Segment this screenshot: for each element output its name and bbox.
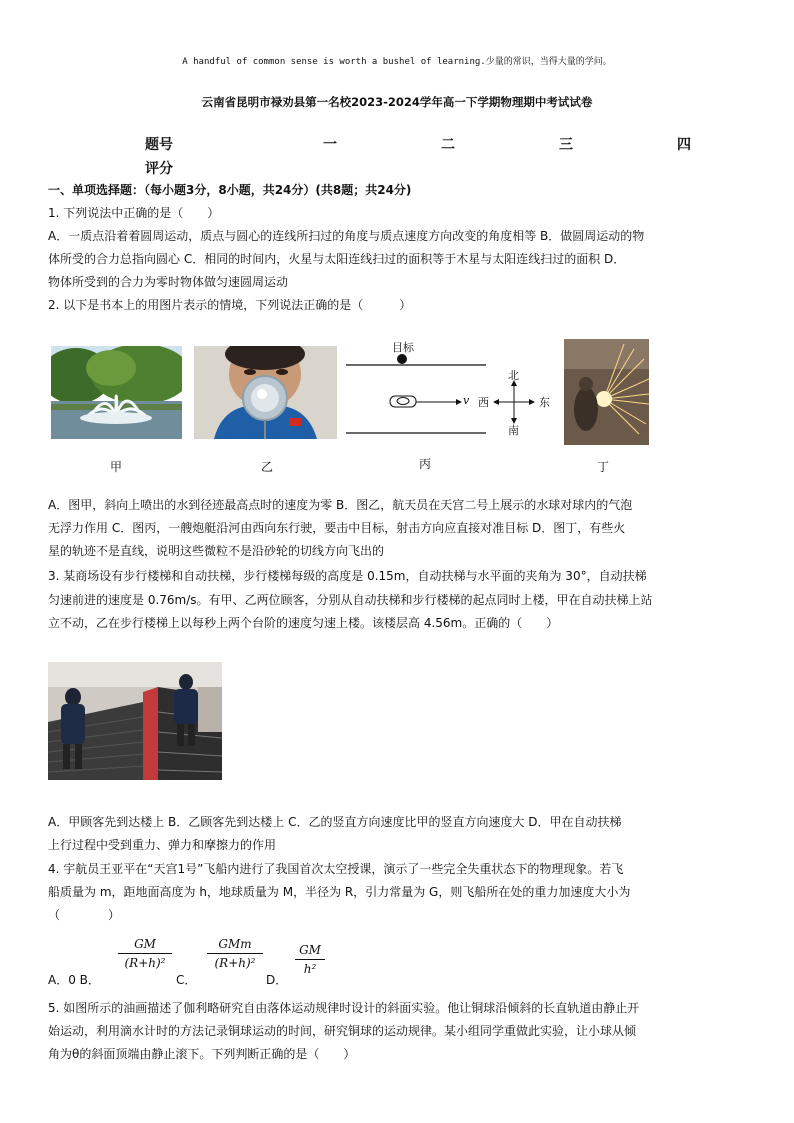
question-4-option-a-b: A．0 B． bbox=[48, 973, 100, 987]
diagram-west-label: 西 bbox=[478, 396, 489, 409]
question-1-options-line: A．一质点沿着着圆周运动，质点与圆心的连线所扫过的角度与质点速度方向改变的角度相等 B．做圆周运动的物 bbox=[48, 229, 645, 243]
question-4-option-d: D． bbox=[266, 973, 288, 987]
figure-fountain-photo bbox=[51, 346, 182, 439]
formula-c-numerator: GMm bbox=[218, 937, 252, 951]
formula-option-d bbox=[293, 943, 327, 976]
formula-option-c bbox=[205, 937, 265, 970]
question-4-option-c: C． bbox=[176, 973, 197, 987]
question-5-text-line: 5. 如图所示的油画描述了伽利略研究自由落体运动规律时设计的斜面实验。他让铜球沿倾斜的长直轨道由静止开 bbox=[48, 1001, 640, 1015]
formula-b-denominator: (R+h)² bbox=[124, 956, 166, 970]
question-5-text-line: 始运动，利用滴水计时的方法记录铜球运动的时间，研究铜球的运动规律。某小组同学重做此实验，让小球从倾 bbox=[48, 1024, 637, 1038]
question-2-options-line: A．图甲，斜向上喷出的水到径迹最高点时的速度为零 B．图乙，航天员在天宫二号上展示的水球对球内的气泡 bbox=[48, 498, 633, 512]
diagram-south-label: 南 bbox=[508, 424, 519, 437]
question-3-options-line: A．甲顾客先到达楼上 B．乙顾客先到达楼上 C．乙的竖直方向速度比甲的竖直方向速度大 D．甲在自动扶梯 bbox=[48, 815, 622, 829]
figure-caption-ding: 丁 bbox=[596, 460, 609, 474]
score-col-2: 二 bbox=[441, 137, 455, 153]
question-2-options-line: 无浮力作用 C．图丙，一艘炮艇沿河由西向东行驶，要击中目标，射击方向应直接对准目标 D．图丁，有些火 bbox=[48, 521, 626, 535]
question-3-text-line: 3. 某商场设有步行楼梯和自动扶梯，步行楼梯每级的高度是 0.15m，自动扶梯与水平面的夹角为 30°，自动扶梯 bbox=[48, 569, 647, 583]
diagram-target-label: 目标 bbox=[392, 341, 414, 354]
diagram-velocity-label: v bbox=[463, 394, 470, 407]
figure-caption-bing: 丙 bbox=[418, 457, 431, 471]
question-3-text-line: 匀速前进的速度是 0.76m/s。有甲、乙两位顾客，分别从自动扶梯和步行楼梯的起点同时上楼，甲在自动扶梯上站 bbox=[48, 593, 653, 607]
formula-option-b bbox=[116, 937, 174, 970]
formula-b-numerator: GM bbox=[134, 937, 156, 951]
figure-escalator-stairs-photo bbox=[48, 662, 222, 780]
header-motto: A handful of common sense is worth a bushel of learning.少量的常识，当得大量的学问。 bbox=[182, 57, 612, 67]
question-3-options-line: 上行过程中受到重力、弹力和摩擦力的作用 bbox=[48, 838, 277, 852]
formula-c-denominator: (R+h)² bbox=[214, 956, 256, 970]
figure-caption-yi: 乙 bbox=[260, 460, 273, 474]
question-2-options-line: 星的轨迹不是直线，说明这些微粒不是沿砂轮的切线方向飞出的 bbox=[48, 544, 385, 558]
question-4-text-line: （ ） bbox=[48, 908, 121, 922]
page-title: 云南省昆明市禄劝县第一名校2023-2024学年高一下学期物理期中考试试卷 bbox=[201, 95, 593, 109]
score-table-header-row bbox=[145, 134, 705, 154]
formula-d-denominator: h² bbox=[303, 962, 317, 976]
question-3-text-line: 立不动，乙在步行楼梯上以每秒上两个台阶的速度匀速上楼。该楼层高 4.56m。正确的（ ） bbox=[48, 616, 559, 630]
question-4-text-line: 4. 宇航员王亚平在“天宫1号”飞船内进行了我国首次太空授课，演示了一些完全失重状态下的物理现象。若飞 bbox=[48, 862, 624, 876]
score-col-3: 三 bbox=[559, 137, 573, 153]
question-4-text-line: 船质量为 m，距地面高度为 h，地球质量为 M，半径为 R，引力常量为 G，则飞船所在处的重力加速度大小为 bbox=[48, 885, 631, 899]
score-row-label: 题号 bbox=[145, 137, 173, 153]
question-2-stem: 2. 以下是书本上的用图片表示的情境，下列说法正确的是（ ） bbox=[48, 298, 412, 312]
question-1-options-line: 物体所受到的合力为零时物体做匀速圆周运动 bbox=[48, 275, 289, 289]
figure-grinding-sparks-photo bbox=[564, 339, 649, 445]
figure-astronaut-water-ball-photo bbox=[194, 346, 337, 439]
score-label: 评分 bbox=[145, 161, 173, 177]
figure-river-boat-diagram bbox=[346, 338, 558, 442]
formula-d-numerator: GM bbox=[299, 943, 321, 957]
score-col-1: 一 bbox=[323, 137, 337, 153]
question-1-stem: 1. 下列说法中正确的是（ ） bbox=[48, 206, 220, 220]
diagram-north-label: 北 bbox=[508, 369, 519, 382]
figure-caption-jia: 甲 bbox=[109, 460, 122, 474]
diagram-east-label: 东 bbox=[539, 396, 550, 409]
section-heading: 一、单项选择题：（每小题3分，8小题，共24分）(共8题；共24分) bbox=[48, 183, 412, 197]
question-1-options-line: 体所受的合力总指向圆心 C．相同的时间内，火星与太阳连线扫过的面积等于木星与太阳连线扫过的面积 D． bbox=[48, 252, 626, 266]
score-col-4: 四 bbox=[677, 137, 691, 153]
question-5-text-line: 角为θ的斜面顶端由静止滚下。下列判断正确的是（ ） bbox=[48, 1047, 356, 1061]
